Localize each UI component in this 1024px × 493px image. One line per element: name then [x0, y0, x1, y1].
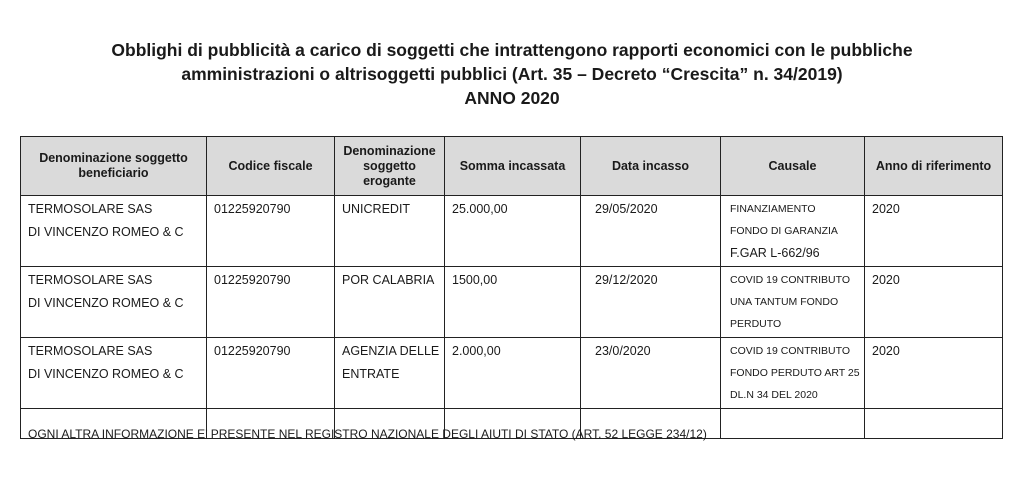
table-row [21, 338, 1003, 409]
cell-somma: 2.000,00 [445, 338, 581, 409]
beneficiario-detail: DI VINCENZO ROMEO & C [28, 225, 184, 239]
beneficiario-name: TERMOSOLARE SAS [28, 202, 153, 216]
cell-anno: 2020 [865, 196, 1003, 267]
cell-data: 29/12/2020 [581, 267, 721, 338]
beneficiario-name: TERMOSOLARE SAS [28, 344, 153, 358]
header-codice-fiscale: Codice fiscale [207, 137, 335, 196]
causale-line-3: DL.N 34 DEL 2020 [730, 389, 818, 401]
causale-line-3: F.GAR L-662/96 [730, 246, 820, 260]
cell-anno: 2020 [865, 338, 1003, 409]
causale-line-2: FONDO PERDUTO ART 25 [730, 367, 860, 379]
beneficiario-detail: DI VINCENZO ROMEO & C [28, 296, 184, 310]
cell-data: 29/05/2020 [581, 196, 721, 267]
causale-line-2: UNA TANTUM FONDO [730, 296, 839, 308]
cell-somma: 25.000,00 [445, 196, 581, 267]
cell-causale [721, 338, 865, 409]
header-erogante: Denominazione soggetto erogante [335, 137, 445, 196]
causale-line-1: FINANZIAMENTO [730, 203, 816, 215]
title-line-1: Obblighi di pubblicità a carico di soggetti che intrattengono rapporti economici con le pubbliche [111, 40, 913, 60]
cell-erogante [335, 267, 445, 338]
cell-erogante [335, 196, 445, 267]
document-title [0, 38, 1024, 110]
header-somma: Somma incassata [445, 137, 581, 196]
cell-beneficiario [21, 338, 207, 409]
cell-erogante [335, 338, 445, 409]
table-header-row [21, 137, 1003, 196]
cell-beneficiario [21, 267, 207, 338]
causale-line-1: COVID 19 CONTRIBUTO [730, 345, 850, 357]
causale-line-1: COVID 19 CONTRIBUTO [730, 274, 850, 286]
erogante-line-1: POR CALABRIA [342, 273, 435, 287]
empty-cell [721, 409, 865, 439]
cell-causale [721, 196, 865, 267]
table-row [21, 267, 1003, 338]
table-row [21, 196, 1003, 267]
header-anno: Anno di riferimento [865, 137, 1003, 196]
causale-line-3: PERDUTO [730, 318, 782, 330]
cell-data: 23/0/2020 [581, 338, 721, 409]
cell-causale [721, 267, 865, 338]
cell-codice-fiscale: 01225920790 [207, 338, 335, 409]
cell-anno: 2020 [865, 267, 1003, 338]
beneficiario-detail: DI VINCENZO ROMEO & C [28, 367, 184, 381]
cell-codice-fiscale: 01225920790 [207, 196, 335, 267]
erogante-line-1: AGENZIA DELLE [342, 344, 440, 358]
aid-table [20, 136, 1003, 439]
causale-line-2: FONDO DI GARANZIA [730, 225, 838, 237]
header-causale: Causale [721, 137, 865, 196]
cell-somma: 1500,00 [445, 267, 581, 338]
footer-note: OGNI ALTRA INFORMAZIONE E’ PRESENTE NEL REGISTRO NAZIONALE DEGLI AIUTI DI STATO (ART. 52 LEGGE 234/12) [28, 427, 707, 441]
cell-beneficiario [21, 196, 207, 267]
beneficiario-name: TERMOSOLARE SAS [28, 273, 153, 287]
header-beneficiario: Denominazione soggetto beneficiario [21, 137, 207, 196]
title-line-3: ANNO 2020 [464, 88, 560, 108]
cell-codice-fiscale: 01225920790 [207, 267, 335, 338]
erogante-line-1: UNICREDIT [342, 202, 411, 216]
header-data: Data incasso [581, 137, 721, 196]
title-line-2: amministrazioni o altrisoggetti pubblici (Art. 35 – Decreto “Crescita” n. 34/2019) [181, 64, 843, 84]
erogante-line-2: ENTRATE [342, 367, 400, 381]
empty-cell [865, 409, 1003, 439]
